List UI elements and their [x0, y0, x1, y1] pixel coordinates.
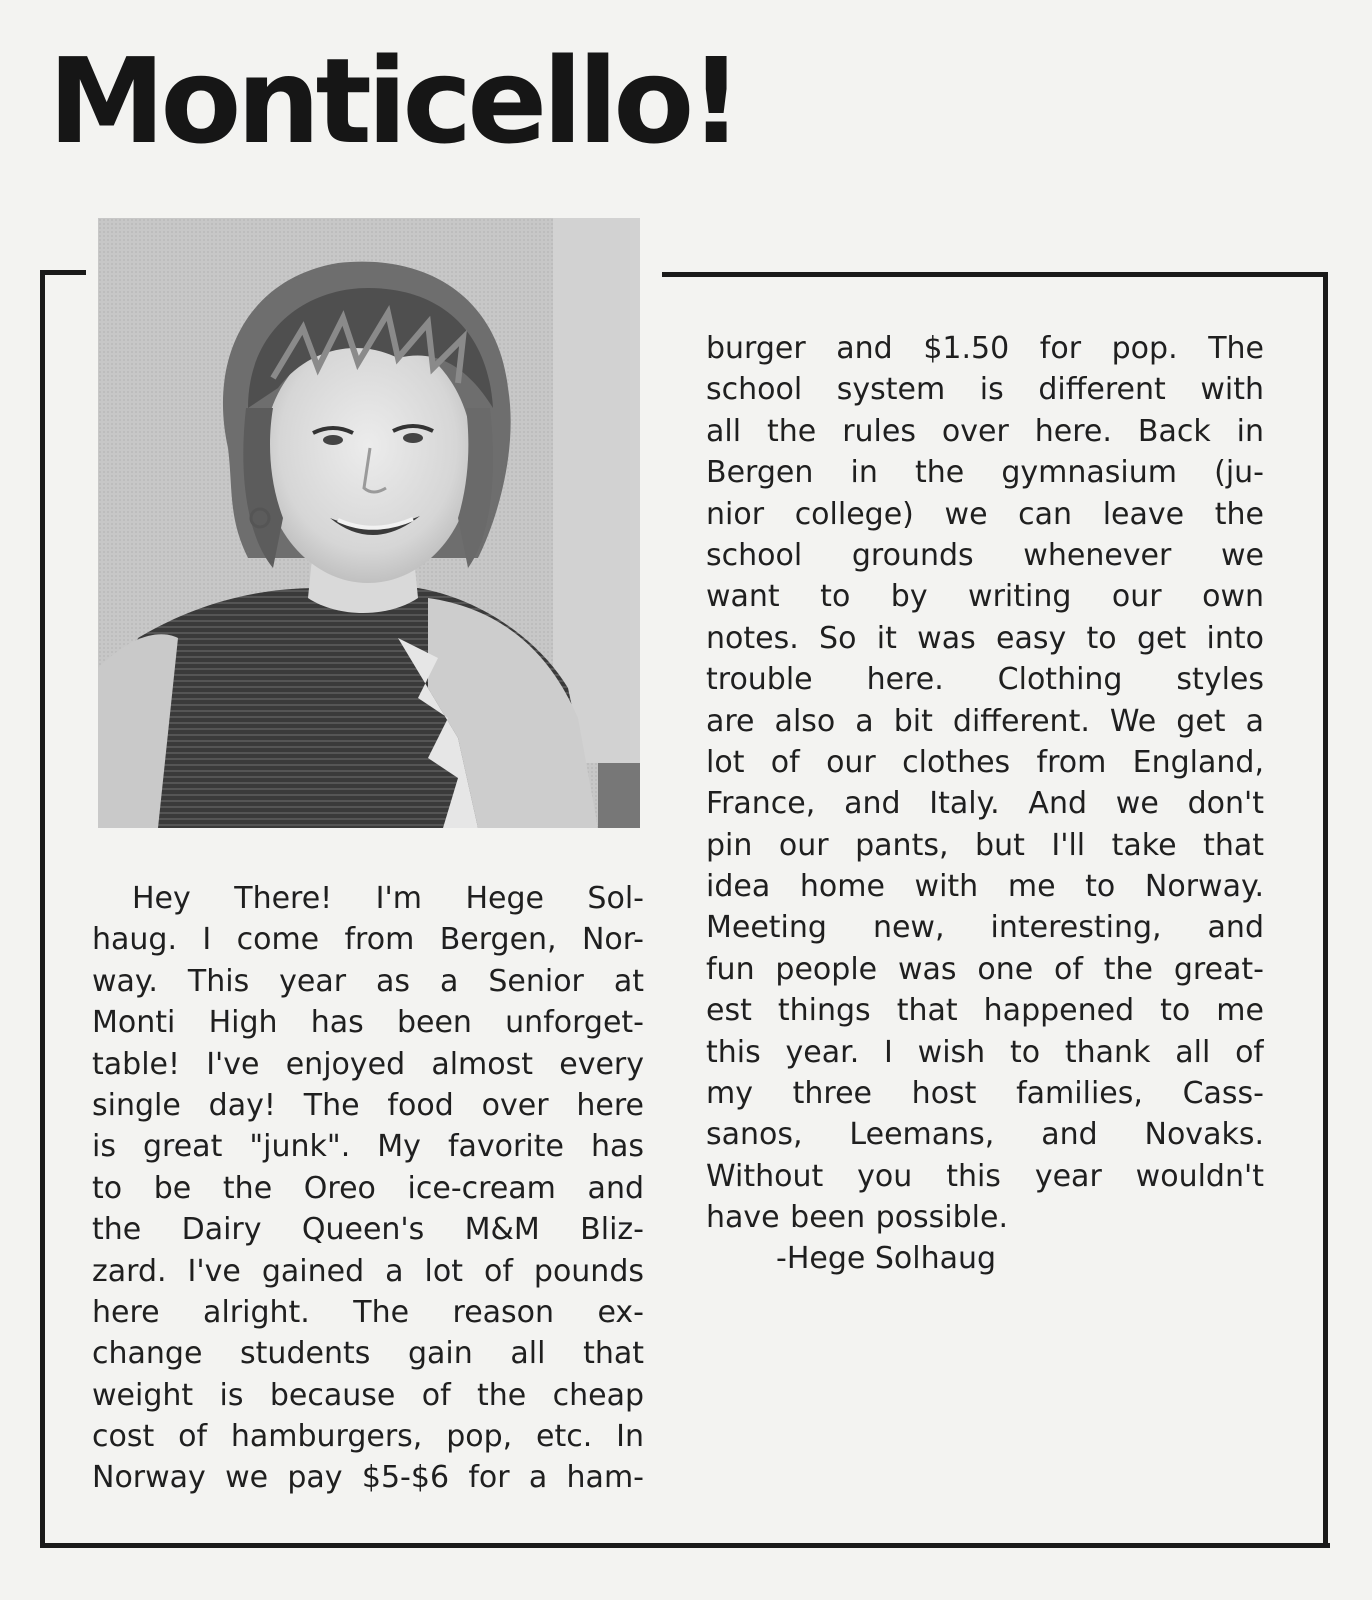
article-line: Hey There! I'm Hege Sol-: [132, 881, 644, 916]
article-line: this year. I wish to thank all of: [706, 1034, 1264, 1070]
article-line: Meeting new, interesting, and: [706, 910, 1264, 946]
article-line: Bergen in the gymnasium (ju-: [706, 455, 1264, 491]
article-line: my three host families, Cass-: [706, 1076, 1264, 1112]
article-right-column: [706, 328, 1264, 1239]
article-line: nior college) we can leave the: [706, 496, 1264, 532]
article-line: table! I've enjoyed almost every: [92, 1046, 644, 1082]
article-line: school grounds whenever we: [706, 537, 1264, 573]
article-line: haug. I come from Bergen, Nor-: [92, 922, 644, 958]
article-line: cost of hamburgers, pop, etc. In: [92, 1419, 644, 1455]
article-line: sanos, Leemans, and Novaks.: [706, 1117, 1264, 1153]
article-line: France, and Italy. And we don't: [706, 786, 1264, 822]
frame-right-border: [1323, 272, 1328, 1548]
article-line: way. This year as a Senior at: [92, 963, 644, 999]
article-line: trouble here. Clothing styles: [706, 662, 1264, 698]
portrait-photo-icon: [98, 218, 640, 828]
article-line: have been possible.: [706, 1200, 1009, 1236]
student-portrait-photo: [98, 218, 640, 828]
article-line: are also a bit different. We get a: [706, 703, 1264, 739]
article-line: idea home with me to Norway.: [706, 869, 1264, 905]
article-line: here alright. The reason ex-: [92, 1294, 644, 1330]
article-line: lot of our clothes from England,: [706, 744, 1264, 780]
article-line: burger and $1.50 for pop. The: [706, 331, 1264, 366]
article-line: change students gain all that: [92, 1336, 644, 1372]
article-left-column: [92, 878, 644, 1499]
frame-top-right-border: [662, 272, 1328, 277]
article-line: school system is different with: [706, 372, 1264, 408]
frame-top-left-corner: [40, 270, 86, 275]
article-line: Norway we pay $5-$6 for a ham-: [92, 1460, 644, 1496]
article-line: zard. I've gained a lot of pounds: [92, 1253, 644, 1289]
article-line: pin our pants, but I'll take that: [706, 827, 1264, 863]
article-line: Without you this year wouldn't: [706, 1158, 1264, 1194]
article-line: fun people was one of the great-: [706, 951, 1264, 987]
article-line: want to by writing our own: [706, 579, 1264, 615]
article-line: to be the Oreo ice-cream and: [92, 1170, 644, 1206]
article-line: all the rules over here. Back in: [706, 413, 1264, 449]
article-line: is great "junk". My favorite has: [92, 1129, 644, 1165]
article-line: est things that happened to me: [706, 993, 1264, 1029]
frame-bottom-border: [40, 1543, 1330, 1548]
article-line: single day! The food over here: [92, 1087, 644, 1123]
article-line: Monti High has been unforget-: [92, 1005, 644, 1041]
frame-left-border: [40, 270, 45, 1546]
author-signature: -Hege Solhaug: [776, 1241, 997, 1276]
article-line: the Dairy Queen's M&M Bliz-: [92, 1212, 644, 1248]
page-title: Monticello!: [48, 32, 739, 170]
article-line: notes. So it was easy to get into: [706, 620, 1264, 656]
article-line: weight is because of the cheap: [92, 1377, 644, 1413]
